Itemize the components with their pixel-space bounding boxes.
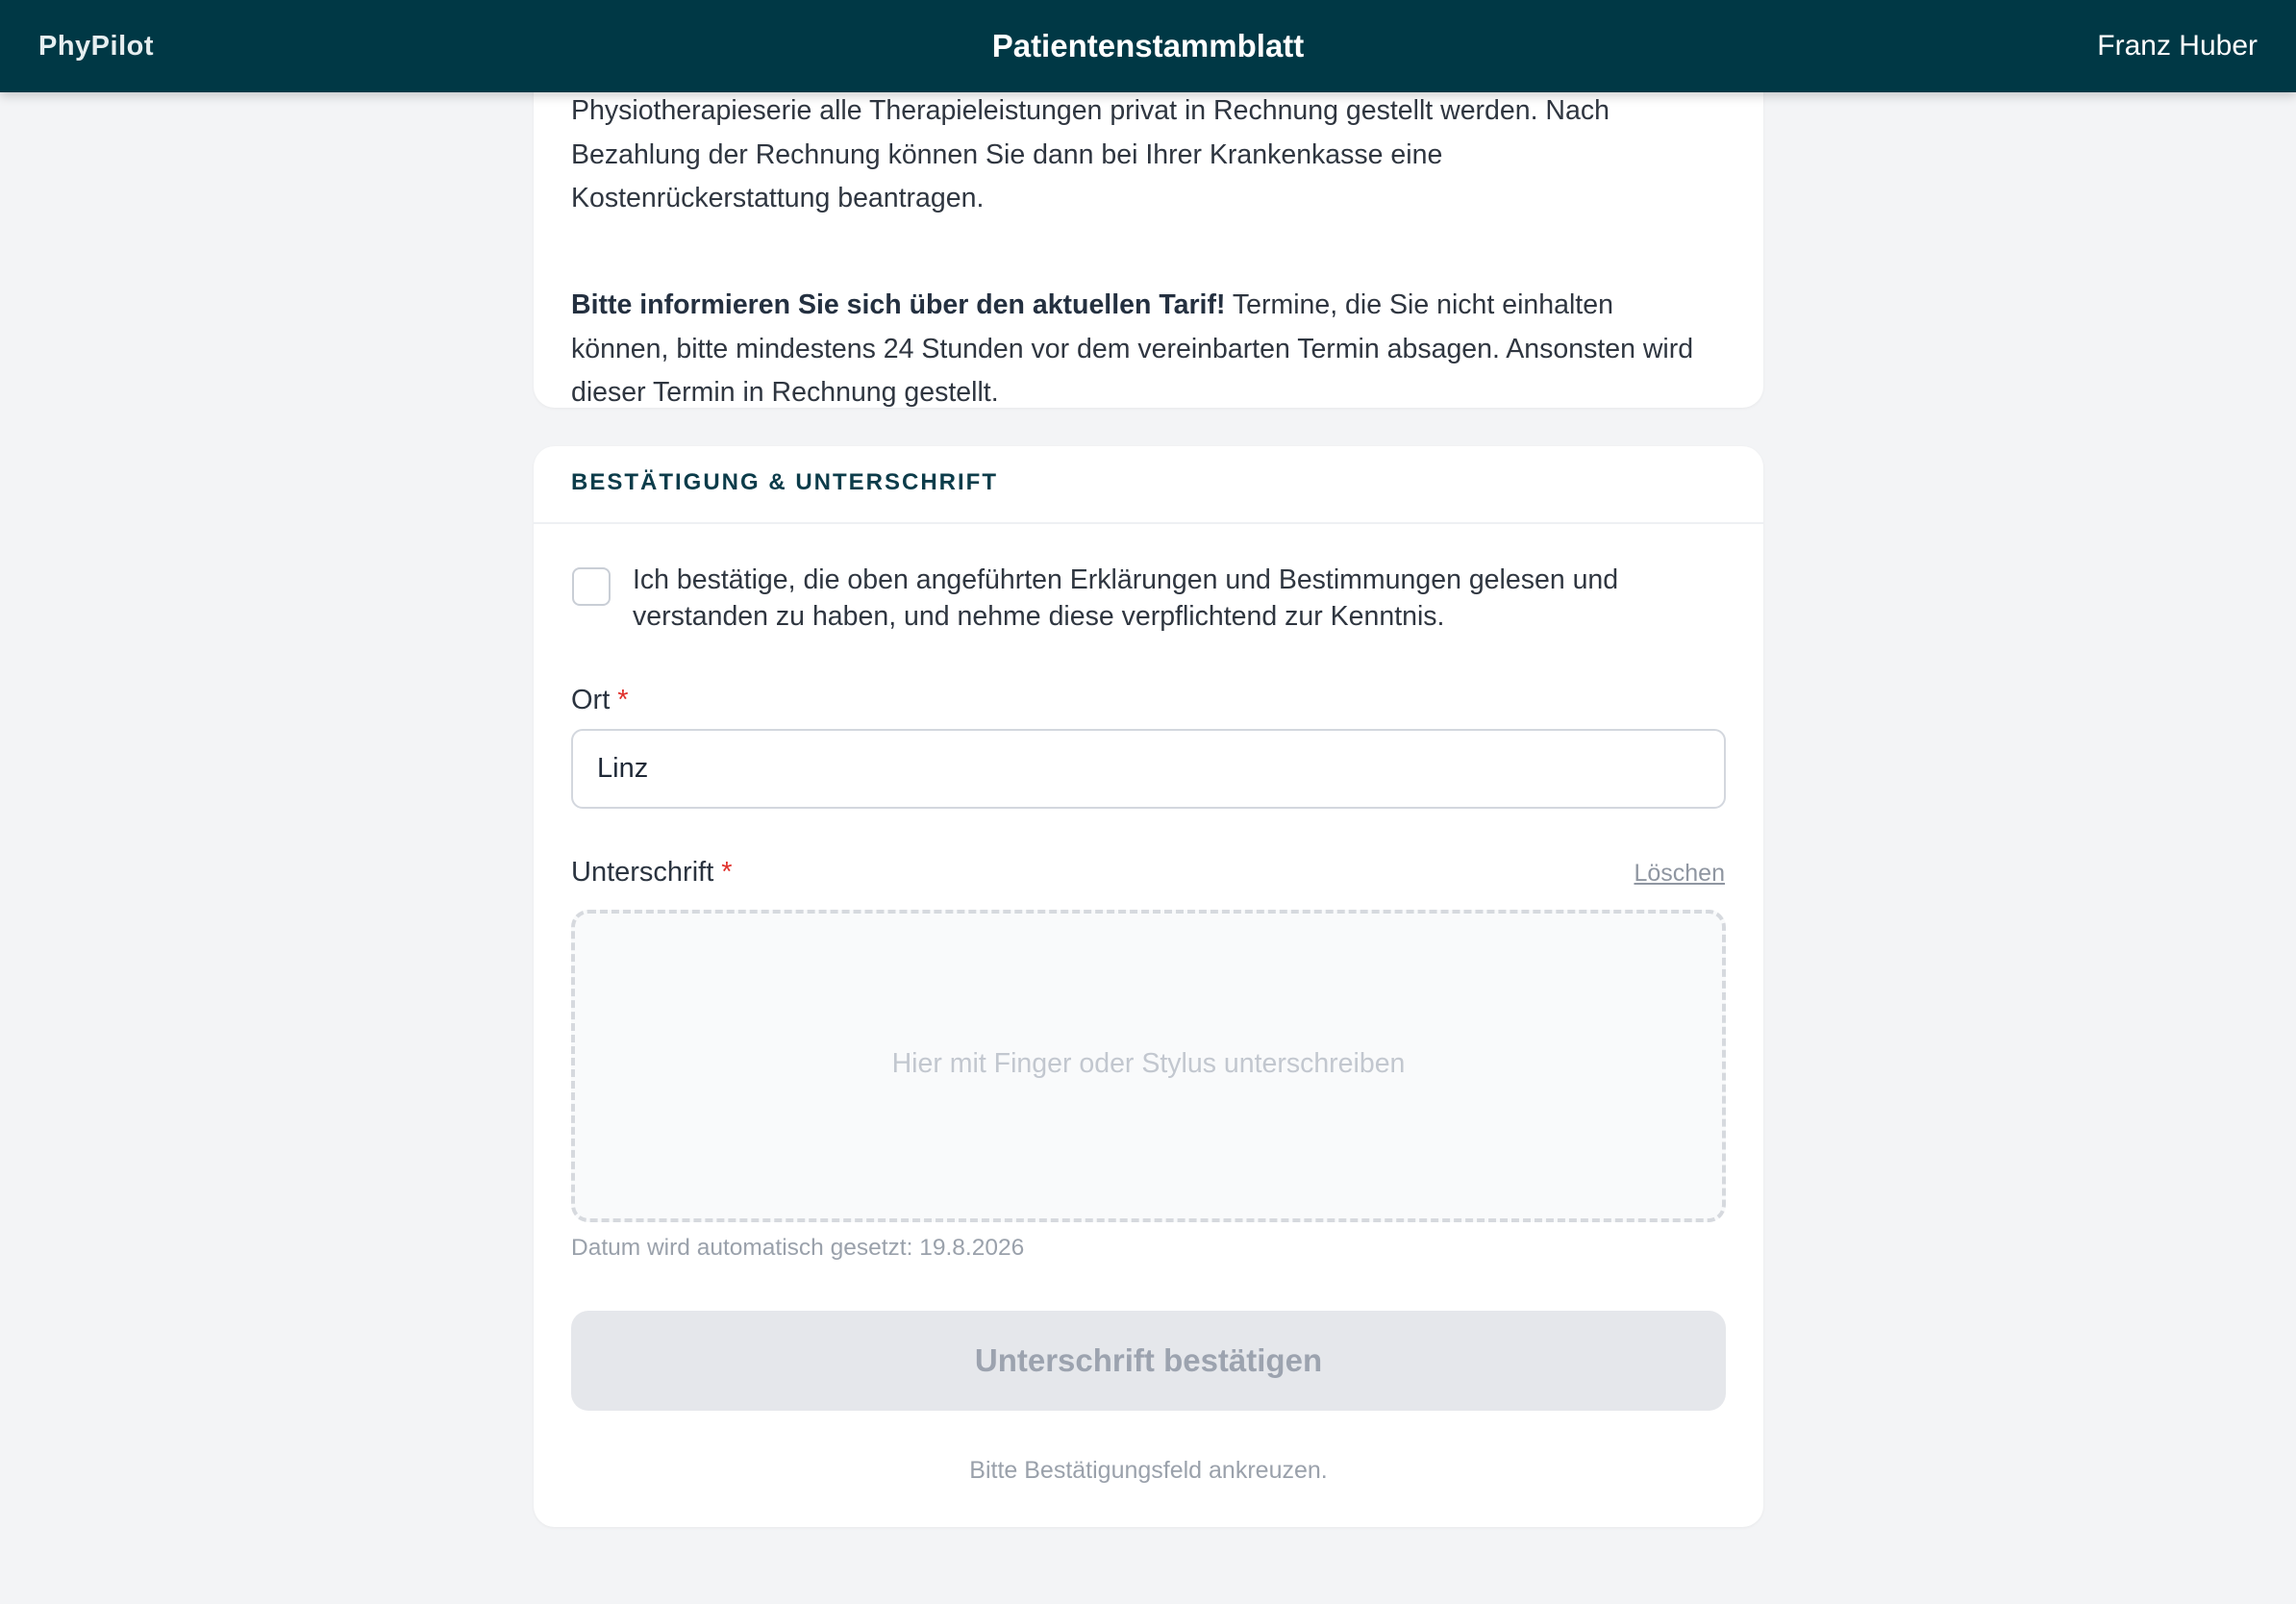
section-title: BESTÄTIGUNG & UNTERSCHRIFT <box>571 469 998 495</box>
signature-pad-placeholder: Hier mit Finger oder Stylus unterschreiben <box>891 1048 1406 1079</box>
brand-logo[interactable]: PhyPilot <box>38 31 155 62</box>
confirm-signature-button[interactable]: Unterschrift bestätigen <box>571 1311 1726 1411</box>
ort-label-text: Ort <box>571 685 611 715</box>
clear-signature-link[interactable]: Löschen <box>1634 860 1725 887</box>
top-bar <box>0 0 2296 92</box>
required-marker: * <box>721 857 733 888</box>
ort-label <box>571 685 629 716</box>
info-paragraph: Physiotherapieserie alle Therapieleistungen privat in Rechnung gestellt werden. Nach Bezahlung der Rechnung können Sie dann bei Ihrer Krankenkasse eine Kostenrückerstattung beantragen. <box>571 95 1610 213</box>
required-marker: * <box>617 685 629 715</box>
confirm-text[interactable]: Ich bestätige, die oben angeführten Erklärungen und Bestimmungen gelesen und verstanden zu haben, und nehme diese verpflichtend zur Kenntnis. <box>633 564 1619 632</box>
page-title: Patientenstammblatt <box>991 28 1305 63</box>
confirm-checkbox[interactable] <box>572 567 611 606</box>
ort-input[interactable] <box>571 729 1726 809</box>
tariff-paragraph <box>571 284 1706 415</box>
user-name[interactable]: Franz Huber <box>2097 30 2258 62</box>
signature-pad[interactable] <box>571 910 1726 1222</box>
signature-card <box>534 446 1763 1527</box>
signature-label-text: Unterschrift <box>571 857 714 888</box>
date-note: Datum wird automatisch gesetzt: 19.8.2026 <box>571 1235 1025 1261</box>
cancellation-policy: Termine, die Sie nicht einhalten können, bitte mindestens 24 Stunden vor dem vereinbarten Termin absagen. Ansonsten wird dieser Termin in Rechnung gestellt. <box>571 289 1694 408</box>
validation-hint: Bitte Bestätigungsfeld ankreuzen. <box>969 1457 1328 1484</box>
signature-label <box>571 857 733 889</box>
section-header <box>534 446 1763 524</box>
tariff-notice: Bitte informieren Sie sich über den aktuellen Tarif! <box>571 289 1226 320</box>
info-card <box>534 38 1763 408</box>
